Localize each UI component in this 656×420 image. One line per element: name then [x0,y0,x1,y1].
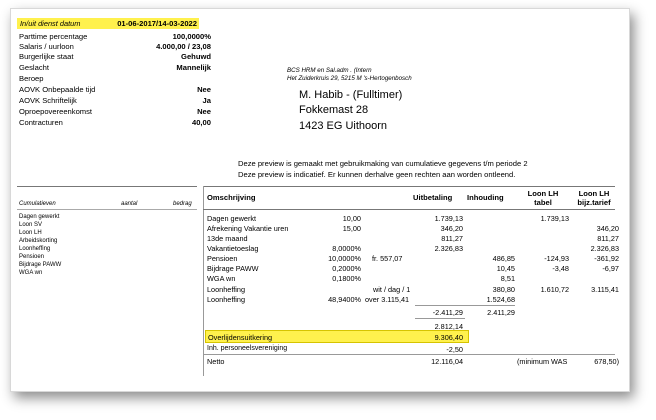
row-inhouding: 1.524,68 [486,295,515,304]
row-qty: 15,00 [342,224,361,233]
info-value: Ja [202,96,211,105]
cumulative-top-rule [17,186,197,187]
company-address: Het Zuiderkruis 29, 5215 M 's-Hertogenbosch [287,75,412,82]
was-label: (minimum WAS [517,357,568,366]
inh-desc: Inh. personeelsvereniging [207,345,288,352]
table-top-rule [203,186,615,187]
row-extra: over 3.115,41 [365,295,410,304]
was-value: 678,50) [594,357,619,366]
row-desc: 13de maand [207,234,248,243]
recipient-name: M. Habib - (Fulltimer) [299,89,403,101]
header-uitbetaling: Uitbetaling [413,193,453,202]
info-label: Geslacht [19,63,49,72]
header-loon-lh-bijz: Loon LH bijz.tarief [577,189,611,207]
info-value: 40,00 [191,118,211,127]
row-tabel: 1.610,72 [540,285,569,294]
row-desc: Dagen gewerkt [207,214,257,223]
period-value: 01-06-2017/14-03-2022 [117,19,197,28]
row-qty: 0,1800% [332,274,361,283]
row-desc: Vakantietoeslag [207,244,259,253]
period-label: In/uit dienst datum [20,19,81,28]
info-label: Salaris / uurloon [19,42,74,51]
info-value: Nee [197,107,211,116]
notice-line-2: Deze preview is indicatief. Er kunnen derhalve geen rechten aan worden ontleend. [238,170,516,179]
subtotal-rule [415,305,515,306]
netto-label: Netto [207,357,225,366]
cumulative-item: Bijdrage PAWW [19,262,62,268]
row-qty: 10,00 [342,214,361,223]
row-inhouding: 380,80 [492,285,515,294]
info-label: AOVK Schriftelijk [19,96,77,105]
row-tabel: -124,93 [544,254,569,263]
row-qty: 0,2000% [332,264,361,273]
info-label: AOVK Onbepaalde tijd [19,85,96,94]
netto-rule [203,354,615,355]
cumulative-item: Loon SV [19,222,43,228]
row-bijz: 2.326,83 [590,244,619,253]
row-desc: Pensioen [207,254,238,263]
row-bijz: -6,97 [602,264,619,273]
header-omschrijving: Omschrijving [207,193,256,202]
row-desc: Loonheffing [207,295,246,304]
cumulative-item: WGA wn [19,270,43,276]
cumulative-item: Dagen gewerkt [19,214,60,220]
row-extra: fr. 557,07 [372,254,403,263]
header-inhouding: Inhouding [467,193,504,202]
info-label: Contracturen [19,118,63,127]
row-desc: Afrekening Vakantie uren [207,224,289,233]
netto-value: 12.116,04 [431,357,463,366]
table-divider [203,186,204,376]
info-value: Mannelijk [176,63,211,72]
info-label: Beroep [19,74,44,83]
bruto-rule [415,318,465,319]
cumulative-item: Loon LH [19,230,42,236]
subtotal-uitbetaling: -2.411,29 [432,308,463,317]
row-bijz: 346,20 [596,224,619,233]
row-qty: 8,0000% [332,244,361,253]
row-qty: 10,0000% [328,254,361,263]
row-tabel: -3,48 [552,264,569,273]
row-inhouding: 486,85 [492,254,515,263]
info-value: 100,0000% [172,32,211,41]
info-value: 4.000,00 / 23,08 [156,42,211,51]
row-bijz: 3.115,41 [591,285,619,294]
row-desc: WGA wn [207,274,236,283]
overlijden-value: 9.306,40 [434,333,463,342]
bruto-total: 2.812,14 [434,322,463,331]
row-inhouding: 10,45 [496,264,515,273]
cumulative-bedrag-header: bedrag [173,201,192,207]
cumulative-item: Arbeidskorting [19,238,58,244]
notice-line-1: Deze preview is gemaakt met gebruikmaking van cumulatieve gegevens t/m periode 2 [238,159,528,168]
row-qty: 48,9400% [328,295,361,304]
row-uitbetaling: 346,20 [440,224,463,233]
row-desc: Bijdrage PAWW [207,264,259,273]
cumulative-item: Pensioen [19,254,45,260]
row-uitbetaling: 2.326,83 [434,244,463,253]
info-value: Nee [197,85,211,94]
info-label: Oproepovereenkomst [19,107,93,116]
row-tabel: 1.739,13 [540,214,569,223]
row-desc: Loonheffing [207,285,246,294]
row-uitbetaling: 1.739,13 [434,214,463,223]
row-bijz: -361,92 [594,254,619,263]
row-bijz: 811,27 [597,234,619,243]
cumulative-header-rule [17,209,197,210]
info-value: Gehuwd [181,52,211,61]
header-loon-lh-tabel: Loon LH tabel [527,189,559,207]
recipient-street: Fokkemast 28 [299,104,369,116]
cumulative-item: Loonheffing [19,246,51,252]
inh-value: -2,50 [446,345,463,354]
info-label: Parttime percentage [19,32,88,41]
row-inhouding: 8,51 [500,274,515,283]
header-rule [203,209,615,210]
overlijden-desc: Overlijdensuitkering [208,333,273,342]
info-label: Burgerlijke staat [19,52,74,61]
cumulative-header: Cumulatieven [19,201,56,207]
company-name: BCS HRM en Sal.adm . (Intern [287,67,372,74]
row-extra: wit / dag / 1 [373,285,411,294]
cumulative-aantal-header: aantal [121,201,138,207]
payslip-preview-sheet [10,8,630,392]
recipient-city: 1423 EG Uithoorn [299,120,388,132]
row-uitbetaling: 811,27 [441,234,463,243]
subtotal-inhouding: 2.411,29 [487,308,515,317]
